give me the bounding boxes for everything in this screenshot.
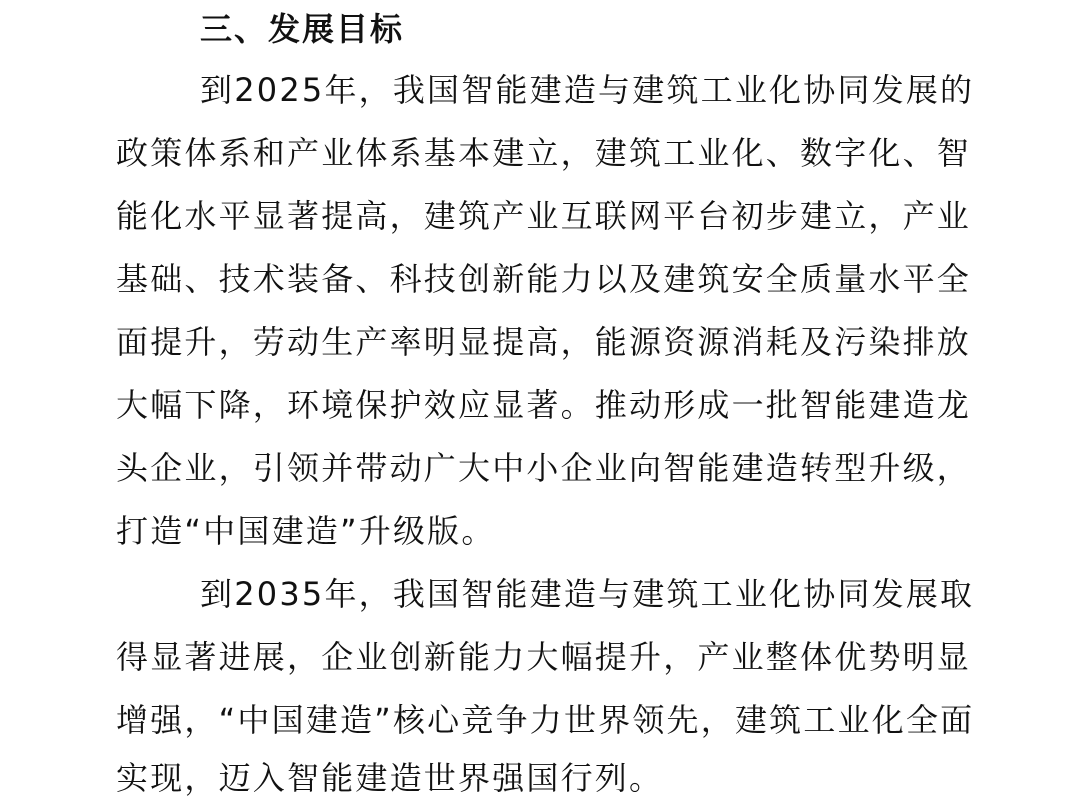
paragraph-1-line-4: 基础、技术装备、科技创新能力以及建筑安全质量水平全	[116, 260, 972, 298]
paragraph-1-line-2: 政策体系和产业体系基本建立，建筑工业化、数字化、智	[116, 134, 972, 172]
paragraph-1-line-1: 到2025年，我国智能建造与建筑工业化协同发展的	[200, 71, 975, 109]
paragraph-1-line-3: 能化水平显著提高，建筑产业互联网平台初步建立，产业	[116, 197, 972, 235]
paragraph-1-line-7: 头企业，引领并带动广大中小企业向智能建造转型升级，	[116, 449, 972, 487]
paragraph-1-line-6: 大幅下降，环境保护效应显著。推动形成一批智能建造龙	[116, 386, 972, 424]
paragraph-2-line-3: 增强，“中国建造”核心竞争力世界领先，建筑工业化全面	[116, 701, 975, 739]
paragraph-1-line-5: 面提升，劳动生产率明显提高，能源资源消耗及污染排放	[116, 323, 972, 361]
section-heading: 三、发展目标	[200, 10, 405, 48]
paragraph-1-line-8: 打造“中国建造”升级版。	[116, 512, 496, 550]
paragraph-2-line-1: 到2035年，我国智能建造与建筑工业化协同发展取	[200, 575, 975, 613]
paragraph-2-line-4: 实现，迈入智能建造世界强国行列。	[116, 759, 664, 797]
paragraph-2-line-2: 得显著进展，企业创新能力大幅提升，产业整体优势明显	[116, 638, 972, 676]
